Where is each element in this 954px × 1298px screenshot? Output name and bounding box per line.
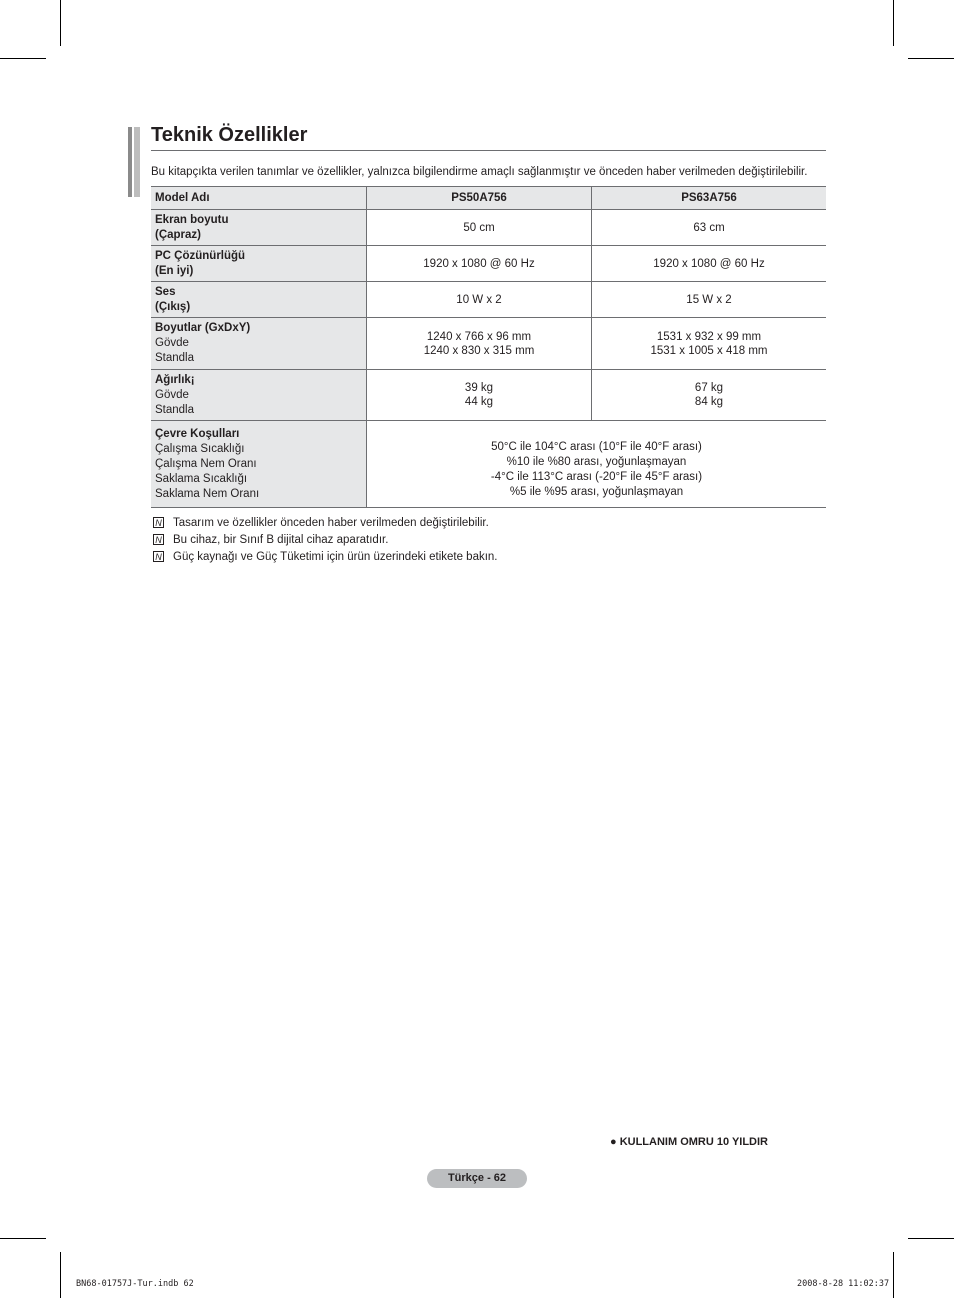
cell-line: 1240 x 830 x 315 mm (423, 344, 535, 357)
print-file-info: BN68-01757J-Tur.indb 62 (76, 1279, 194, 1289)
table-row (151, 210, 826, 246)
cell-line: 67 kg (694, 382, 724, 394)
row-label-sub: Saklama Nem Oranı (155, 487, 260, 500)
row-label-title: Ses (155, 285, 176, 298)
cell-value-merged (367, 421, 827, 508)
row-label (151, 370, 367, 421)
cell-line: -4°C ile 113°C arası (-20°F ile 45°F arası) (490, 471, 703, 483)
service-life-label: ● KULLANIM OMRU 10 YILDIR (610, 1136, 769, 1148)
crop-mark (908, 58, 954, 59)
page-number: Türkçe - 62 (427, 1169, 527, 1188)
note-icon: N (153, 534, 164, 545)
crop-mark (893, 0, 894, 46)
row-label-sub: Standla (155, 352, 195, 364)
table-row (151, 421, 826, 508)
note-icon: N (153, 551, 164, 562)
cell-value: 63 cm (592, 210, 827, 246)
crop-mark (908, 1238, 954, 1239)
cell-line: 1240 x 766 x 96 mm (426, 330, 532, 343)
crop-mark (60, 1252, 61, 1298)
header-model-1: PS50A756 (367, 187, 592, 210)
note-text: Tasarım ve özellikler önceden haber verilmeden değiştirilebilir. (173, 516, 489, 529)
row-label-sub: Çalışma Nem Oranı (155, 457, 257, 470)
row-label-sub: Saklama Sıcaklığı (155, 472, 248, 485)
header-model-2: PS63A756 (592, 187, 827, 210)
crop-mark (0, 1238, 46, 1239)
list-item (153, 514, 498, 531)
cell-line: 50°C ile 104°C arası (10°F ile 40°F arası) (491, 441, 702, 453)
row-label-title: Boyutlar (GxDxY) (155, 322, 251, 334)
table-row (151, 246, 826, 282)
cell-line: 39 kg (464, 382, 494, 394)
row-label-title: Ekran boyutu (155, 213, 229, 226)
cell-line: 44 kg (464, 396, 494, 408)
title-divider (151, 150, 826, 151)
cell-line: 84 kg (694, 396, 724, 408)
title-accent-bar (128, 127, 140, 197)
note-text: Bu cihaz, bir Sınıf B dijital cihaz aparatıdır. (173, 533, 389, 546)
cell-value (592, 318, 827, 370)
cell-value: 15 W x 2 (592, 282, 827, 318)
note-icon: N (153, 517, 164, 528)
cell-value: 10 W x 2 (367, 282, 592, 318)
print-timestamp: 2008-8-28 11:02:37 (797, 1279, 890, 1289)
row-label (151, 246, 367, 282)
row-label-sub: Standla (155, 403, 195, 416)
row-label-sub: (Çapraz) (155, 228, 202, 241)
cell-line: %10 ile %80 arası, yoğunlaşmayan (506, 456, 687, 468)
cell-value: 1920 x 1080 @ 60 Hz (592, 246, 827, 282)
list-item (153, 548, 498, 565)
cell-value: 1920 x 1080 @ 60 Hz (367, 246, 592, 282)
list-item (153, 531, 498, 548)
row-label (151, 318, 367, 370)
cell-line: 1531 x 1005 x 418 mm (650, 344, 768, 357)
row-label-sub: Çalışma Sıcaklığı (155, 442, 245, 455)
spec-table (151, 186, 826, 508)
cell-line: 1531 x 932 x 99 mm (656, 330, 762, 343)
table-row (151, 282, 826, 318)
row-label-sub: (En iyi) (155, 264, 194, 277)
row-label-sub: Gövde (155, 337, 189, 349)
cell-value (367, 370, 592, 421)
note-text: Güç kaynağı ve Güç Tüketimi için ürün üzerindeki etikete bakın. (173, 550, 498, 563)
header-label: Model Adı (151, 187, 367, 210)
row-label (151, 282, 367, 318)
crop-mark (893, 1252, 894, 1298)
table-row (151, 318, 826, 370)
table-row (151, 370, 826, 421)
cell-value: 50 cm (367, 210, 592, 246)
notes-list (153, 514, 498, 565)
crop-mark (0, 58, 46, 59)
row-label-sub: Gövde (155, 388, 189, 401)
crop-mark (60, 0, 61, 46)
page-title: Teknik Özellikler (151, 124, 308, 146)
row-label-title: PC Çözünürlüğü (155, 249, 246, 262)
cell-value (592, 370, 827, 421)
table-header-row (151, 187, 826, 210)
intro-text: Bu kitapçıkta verilen tanımlar ve özellikler, yalnızca bilgilendirme amaçlı sağlanmıştır ve önceden haber verilmeden değiştirilebilir. (151, 166, 808, 178)
row-label-title: Çevre Koşulları (155, 427, 240, 440)
row-label (151, 210, 367, 246)
cell-line: %5 ile %95 arası, yoğunlaşmayan (509, 486, 684, 498)
row-label (151, 421, 367, 508)
cell-value (367, 318, 592, 370)
row-label-title: Ağırlık¡ (155, 373, 195, 386)
row-label-sub: (Çıkış) (155, 300, 191, 313)
